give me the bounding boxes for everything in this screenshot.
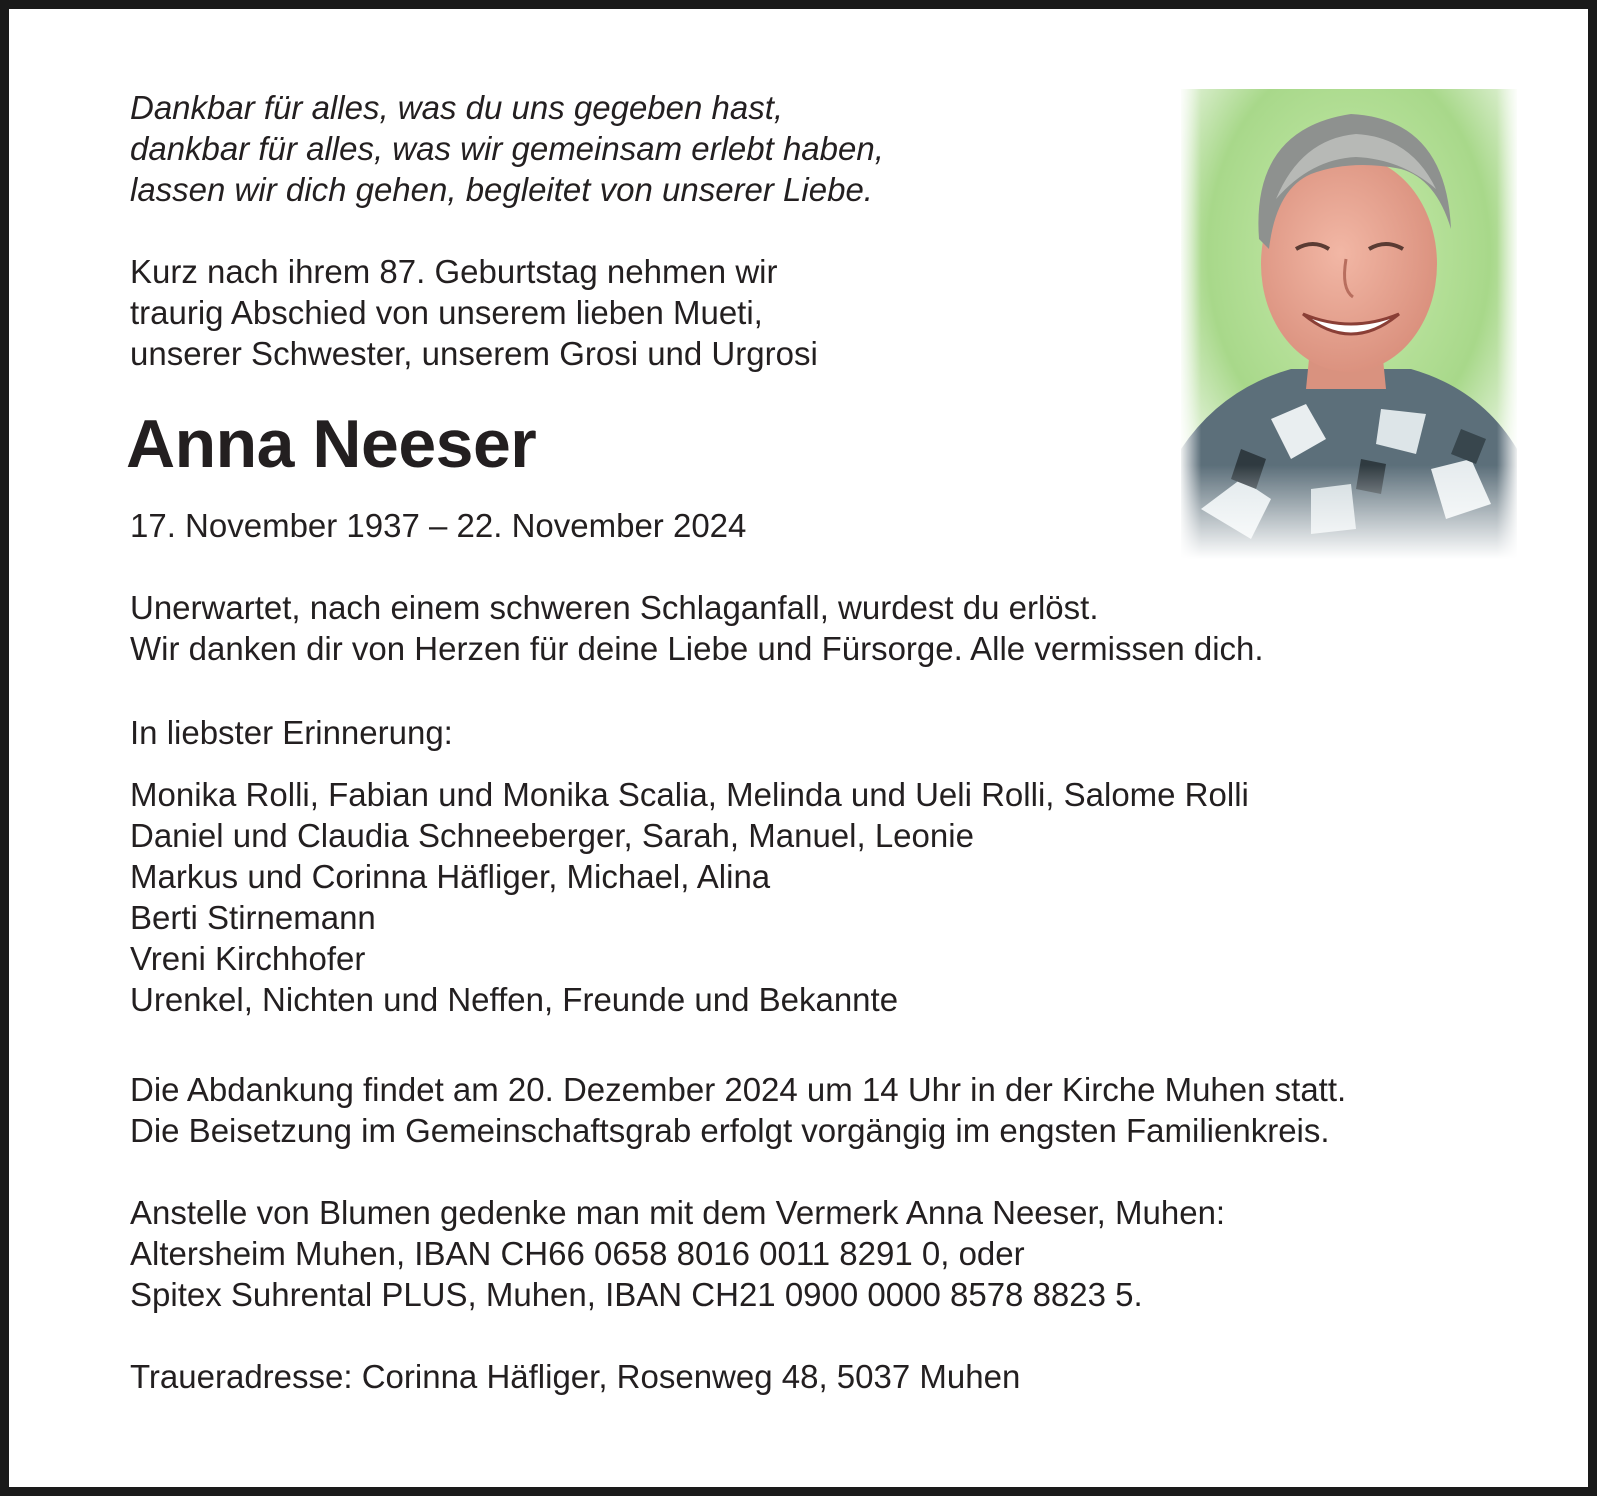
mourner-line: Markus und Corinna Häfliger, Michael, Alina [130, 858, 771, 895]
mourner-line: Urenkel, Nichten und Neffen, Freunde und Bekannte [130, 981, 899, 1018]
quote-line: Dankbar für alles, was du uns gegeben hast, [130, 89, 784, 126]
donation-info [130, 1192, 1225, 1315]
mourner-line: Vreni Kirchhofer [130, 940, 366, 977]
intro-line: unserer Schwester, unserem Grosi und Urgrosi [130, 335, 818, 372]
mourners-list [130, 774, 1249, 1020]
message-line: Wir danken dir von Herzen für deine Liebe und Fürsorge. Alle vermissen dich. [130, 630, 1264, 667]
memory-heading: In liebster Erinnerung: [130, 714, 453, 751]
mourner-line: Daniel und Claudia Schneeberger, Sarah, Manuel, Leonie [130, 817, 974, 854]
family-message [130, 587, 1264, 669]
portrait-photo [1181, 89, 1517, 559]
quote-line: lassen wir dich gehen, begleitet von unserer Liebe. [130, 171, 873, 208]
ceremony-line: Die Abdankung findet am 20. Dezember 2024 um 14 Uhr in der Kirche Muhen statt. [130, 1071, 1347, 1108]
life-dates: 17. November 1937 – 22. November 2024 [130, 507, 747, 544]
memorial-quote [130, 87, 884, 210]
donation-line: Spitex Suhrental PLUS, Muhen, IBAN CH21 0900 0000 8578 8823 5. [130, 1276, 1143, 1313]
mourner-line: Berti Stirnemann [130, 899, 376, 936]
mourning-address: Traueradresse: Corinna Häfliger, Rosenweg 48, 5037 Muhen [130, 1358, 1021, 1395]
deceased-name: Anna Neeser [126, 406, 537, 482]
donation-line: Altersheim Muhen, IBAN CH66 0658 8016 0011 8291 0, oder [130, 1235, 1025, 1272]
mourner-line: Monika Rolli, Fabian und Monika Scalia, Melinda und Ueli Rolli, Salome Rolli [130, 776, 1249, 813]
donation-line: Anstelle von Blumen gedenke man mit dem Vermerk Anna Neeser, Muhen: [130, 1194, 1226, 1231]
ceremony-info [130, 1069, 1346, 1151]
message-line: Unerwartet, nach einem schweren Schlaganfall, wurdest du erlöst. [130, 589, 1099, 626]
quote-line: dankbar für alles, was wir gemeinsam erlebt haben, [130, 130, 884, 167]
intro-line: traurig Abschied von unserem lieben Mueti, [130, 294, 763, 331]
ceremony-line: Die Beisetzung im Gemeinschaftsgrab erfolgt vorgängig im engsten Familienkreis. [130, 1112, 1330, 1149]
intro-line: Kurz nach ihrem 87. Geburtstag nehmen wir [130, 253, 778, 290]
farewell-intro [130, 251, 818, 374]
